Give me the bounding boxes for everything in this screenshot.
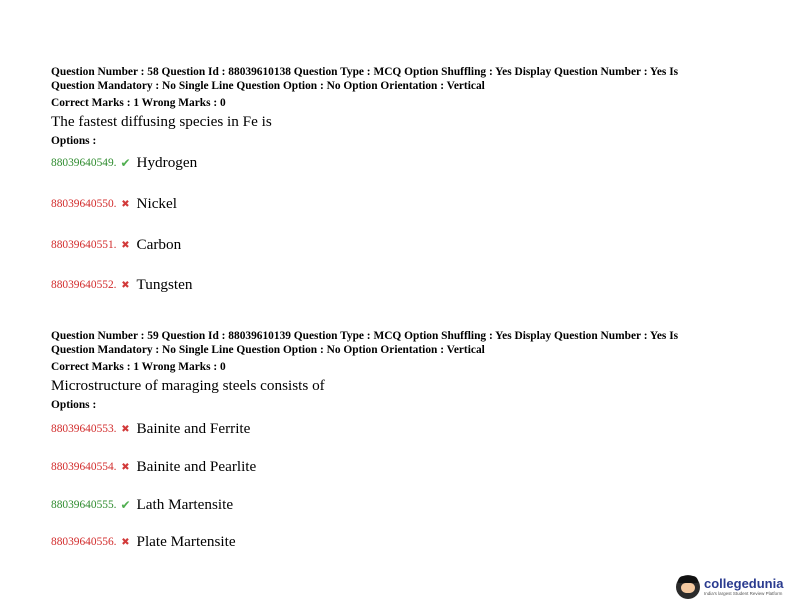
option-text: Bainite and Pearlite [136,458,257,475]
question-text: Microstructure of maraging steels consists of [51,377,325,394]
question-meta-line1: Question Number : 59 Question Id : 88039610139 Question Type : MCQ Option Shuffling : Yes Display Question Number : Yes Is [51,330,679,342]
option-text: Hydrogen [136,154,198,171]
question-meta [51,330,751,357]
option-id: 88039640552. [51,279,117,291]
question-59 [51,330,751,550]
option-text: Carbon [136,236,182,253]
option-text: Lath Martensite [136,496,234,513]
option-row [51,458,256,476]
option-row [51,533,236,551]
option-text: Bainite and Ferrite [136,420,251,437]
question-marks: Correct Marks : 1 Wrong Marks : 0 [51,97,226,109]
cross-icon: ✖ [121,461,130,473]
cross-icon: ✖ [121,536,130,548]
option-row [51,276,193,294]
option-id: 88039640550. [51,198,117,210]
question-meta-line2: Question Mandatory : No Single Line Question Option : No Option Orientation : Vertical [51,343,485,356]
option-id: 88039640556. [51,536,117,548]
option-id: 88039640551. [51,239,117,251]
option-text: Plate Martensite [136,533,236,550]
brand-name: collegedunia [704,576,784,591]
mascot-icon [676,575,700,599]
check-icon: ✔ [120,156,131,170]
cross-icon: ✖ [121,198,130,210]
question-meta-line2: Question Mandatory : No Single Line Question Option : No Option Orientation : Vertical [51,79,485,92]
brand-logo [676,572,783,602]
question-meta-line1: Question Number : 58 Question Id : 88039610138 Question Type : MCQ Option Shuffling : Yes Display Question Number : Yes Is [51,66,679,78]
question-meta [51,66,751,93]
cross-icon: ✖ [121,279,130,291]
brand-tagline: India's largest Student Review Platform [704,591,783,596]
option-row [51,496,233,514]
option-row [51,236,181,254]
option-text: Nickel [136,195,177,212]
options-label: Options : [51,399,97,411]
option-row [51,154,197,172]
option-id: 88039640553. [51,423,117,435]
option-row [51,420,250,438]
option-id: 88039640549. [51,157,117,169]
option-row [51,195,177,213]
option-id: 88039640554. [51,461,117,473]
option-id: 88039640555. [51,499,117,511]
cross-icon: ✖ [121,239,130,251]
question-text: The fastest diffusing species in Fe is [51,113,272,130]
cross-icon: ✖ [121,423,130,435]
question-marks: Correct Marks : 1 Wrong Marks : 0 [51,361,226,373]
question-58 [51,66,751,293]
options-label: Options : [51,135,97,147]
option-text: Tungsten [136,276,193,293]
check-icon: ✔ [120,498,131,512]
